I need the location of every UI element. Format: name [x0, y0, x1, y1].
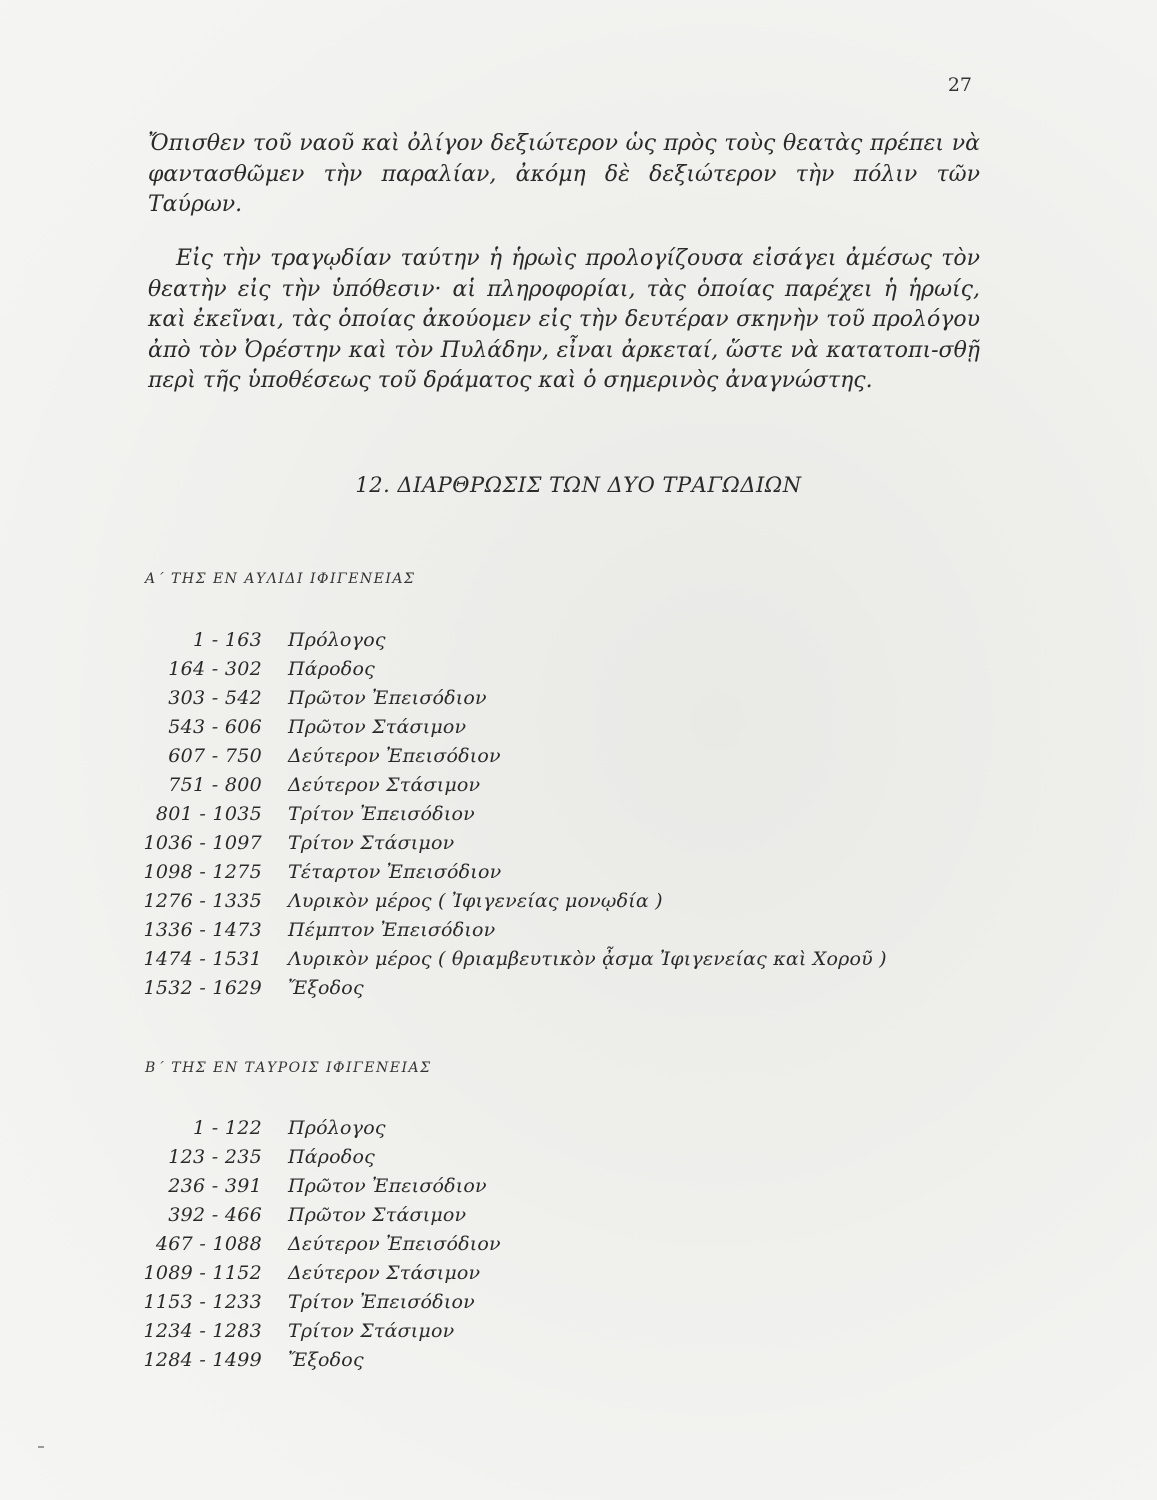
- line-range: 1036 - 1097: [143, 831, 262, 854]
- play-heading-tauris: Β΄ ΤΗΣ ΕΝ ΤΑΥΡΟΙΣ ΙΦΙΓΕΝΕΙΑΣ: [145, 1060, 432, 1076]
- scan-mark: [38, 1446, 44, 1448]
- line-range: 164 - 302: [168, 657, 262, 680]
- section-heading: 12. ΔΙΑΡΘΡΩΣΙΣ ΤΩΝ ΔΥΟ ΤΡΑΓΩΔΙΩΝ: [355, 473, 802, 497]
- structure-row: [140, 973, 887, 1002]
- structure-row: [140, 857, 887, 886]
- part-name: Πρῶτον Ἐπεισόδιον: [288, 1174, 487, 1197]
- part-name: Δεύτερον Ἐπεισόδιον: [288, 1232, 501, 1255]
- structure-row: [140, 1316, 501, 1345]
- page-number: 27: [947, 74, 972, 96]
- line-range: 1 - 163: [193, 628, 262, 651]
- line-range: 1532 - 1629: [143, 976, 262, 999]
- structure-list-tauris: [140, 1113, 501, 1374]
- part-name: Τρίτον Ἐπεισόδιον: [288, 1290, 475, 1313]
- line-range: 543 - 606: [168, 715, 262, 738]
- paragraph-text: Εἰς τὴν τραγῳδίαν ταύτην ἡ ἡρωὶς προλογίζουσα εἰσάγει ἀμέσως τὸν θεατὴν εἰς τὴν ὑπόθεσιν· αἱ πληροφορίαι, τὰς ὁποίας παρέχει ἡ ἡρωίς, καὶ ἐκεῖναι, τὰς ὁποίας ἀκούομεν εἰς τὴν δευτέραν σκηνὴν τοῦ προλόγου ἀπὸ τὸν Ὀρέστην καὶ τὸν Πυλάδην, εἶναι ἀρκεταί, ὥστε νὰ κατατοπι-σθῇ περὶ τῆς ὑποθέσεως τοῦ δράματος καὶ ὁ σημερινὸς ἀναγνώστης.: [148, 246, 980, 393]
- structure-row: [140, 741, 887, 770]
- structure-row: [140, 1287, 501, 1316]
- part-name: Δεύτερον Ἐπεισόδιον: [288, 744, 501, 767]
- line-range: 1153 - 1233: [143, 1290, 262, 1313]
- line-range: 303 - 542: [168, 686, 262, 709]
- part-name: Δεύτερον Στάσιμον: [288, 773, 481, 796]
- part-name: Πέμπτον Ἐπεισόδιον: [288, 918, 496, 941]
- structure-row: [140, 654, 887, 683]
- line-range: 1474 - 1531: [143, 947, 262, 970]
- structure-row: [140, 770, 887, 799]
- part-name: Πάροδος: [288, 1145, 375, 1168]
- part-name: Τρίτον Στάσιμον: [288, 1319, 455, 1342]
- play-heading-aulis: Α΄ ΤΗΣ ΕΝ ΑΥΛΙΔΙ ΙΦΙΓΕΝΕΙΑΣ: [145, 571, 416, 587]
- line-range: 1089 - 1152: [143, 1261, 262, 1284]
- part-name: Πρῶτον Στάσιμον: [288, 715, 467, 738]
- structure-row: [140, 886, 887, 915]
- line-range: 1284 - 1499: [143, 1348, 262, 1371]
- structure-row: [140, 1142, 501, 1171]
- line-range: 1276 - 1335: [143, 889, 262, 912]
- part-name: Τρίτον Στάσιμον: [288, 831, 455, 854]
- structure-row: [140, 1113, 501, 1142]
- part-name: Ἔξοδος: [288, 1348, 364, 1371]
- structure-row: [140, 1171, 501, 1200]
- structure-row: [140, 683, 887, 712]
- part-name: Τέταρτον Ἐπεισόδιον: [288, 860, 502, 883]
- part-name: Λυρικὸν μέρος ( Ἰφιγενείας μονῳδία ): [288, 889, 663, 912]
- line-range: 1098 - 1275: [143, 860, 262, 883]
- line-range: 1234 - 1283: [143, 1319, 262, 1342]
- structure-row: [140, 1258, 501, 1287]
- line-range: 392 - 466: [168, 1203, 262, 1226]
- line-range: 123 - 235: [168, 1145, 262, 1168]
- line-range: 1 - 122: [193, 1116, 262, 1139]
- part-name: Ἔξοδος: [288, 976, 364, 999]
- line-range: 607 - 750: [168, 744, 262, 767]
- part-name: Πρῶτον Ἐπεισόδιον: [288, 686, 487, 709]
- structure-row: [140, 915, 887, 944]
- line-range: 467 - 1088: [155, 1232, 262, 1255]
- structure-row: [140, 1229, 501, 1258]
- line-range: 1336 - 1473: [143, 918, 262, 941]
- part-name: Πάροδος: [288, 657, 375, 680]
- structure-row: [140, 625, 887, 654]
- paragraph-prologue: [148, 244, 980, 397]
- structure-row: [140, 944, 887, 973]
- line-range: 236 - 391: [168, 1174, 262, 1197]
- structure-row: [140, 1345, 501, 1374]
- line-range: 801 - 1035: [155, 802, 262, 825]
- structure-list-aulis: [140, 625, 887, 1002]
- part-name: Πρῶτον Στάσιμον: [288, 1203, 467, 1226]
- structure-row: [140, 828, 887, 857]
- line-range: 751 - 800: [168, 773, 262, 796]
- part-name: Πρόλογος: [288, 628, 386, 651]
- paragraph-temple-setting: [148, 129, 980, 221]
- part-name: Πρόλογος: [288, 1116, 386, 1139]
- part-name: Λυρικὸν μέρος ( θριαμβευτικὸν ᾆσμα Ἰφιγενείας καὶ Χοροῦ ): [288, 947, 887, 970]
- part-name: Τρίτον Ἐπεισόδιον: [288, 802, 475, 825]
- structure-row: [140, 1200, 501, 1229]
- structure-row: [140, 712, 887, 741]
- part-name: Δεύτερον Στάσιμον: [288, 1261, 481, 1284]
- structure-row: [140, 799, 887, 828]
- paragraph-text: Ὄπισθεν τοῦ ναοῦ καὶ ὀλίγον δεξιώτερον ὡς πρὸς τοὺς θεατὰς πρέπει νὰ φαντασθῶμεν τὴν παραλίαν, ἀκόμη δὲ δεξιώτερον τὴν πόλιν τῶν Ταύρων.: [148, 131, 980, 217]
